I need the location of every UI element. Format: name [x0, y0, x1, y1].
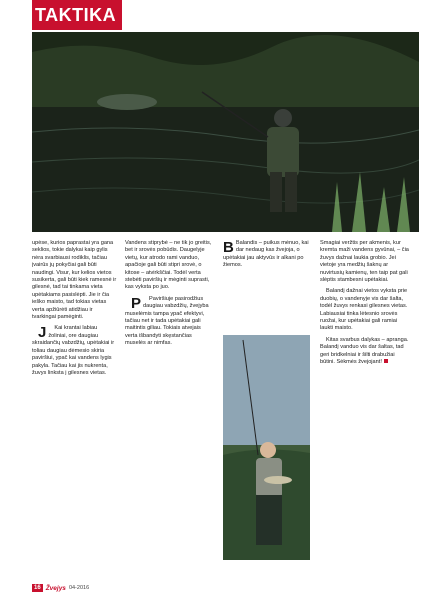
dropcap: P — [131, 294, 142, 312]
photo-illustration — [32, 32, 419, 232]
paragraph — [32, 325, 117, 377]
magazine-name: Žvejys — [45, 584, 66, 592]
paragraph-text: Kai krantai labiau žoliniai, ore daugiau skraidančių vabzdžių, upėtakiai ir toliau daugiau dėmesio skiria paviršiui, ypač kai vandens lygis pakyla. Tačiau kai jis nukrenta, žuvys linksta į gilesnes vietas. — [32, 325, 115, 376]
paragraph: Smagiai veržtis per akmenis, kur kremta maži vandens gyvūnai, – čia žuvys dažnai laukia grobio. Jei vietoje yra medžių šaknų ar nuvirtusių kamienų, ten taip pat gali slėptis stambesni upėtakiai. — [320, 240, 409, 284]
photo-angler-with-fish — [223, 335, 310, 560]
photo-illustration — [223, 335, 310, 560]
text-column-2 — [125, 240, 213, 352]
text-column-3 — [223, 240, 311, 274]
paragraph-text: Balandis – puikus mėnuo, kai dar nedaug kas žvejoja, o upėtakiai jau aktyvūs ir alkani po žiemos. — [223, 240, 309, 269]
paragraph: Vandens stiprybė – ne tik jo greitis, bet ir srovės pobūdis. Daugelyje vietų, kur atrodo rami vanduo, apačioje gali būti stipri srovė, o kitose – atvirkščiai. Todėl verta stebėti paviršių ir mėginti suprasti, kas vyksta po juo. — [125, 240, 212, 291]
text-column-4 — [320, 240, 410, 371]
paragraph — [223, 240, 311, 270]
section-tag — [32, 0, 122, 30]
paragraph-text: Paviršiuje pasirodžius daugiau vabzdžių, žvejyba muselėmis tampa ypač efektyvi, tačiau net ir tada upėtakiai gali maitintis giliau. Tokiais atvejais verta išbandyti skęstančias muselės ar nimfas. — [125, 295, 209, 347]
photo-angler-in-river — [32, 32, 419, 232]
magazine-issue: 04-2016 — [68, 585, 90, 591]
page-number: 16 — [34, 585, 41, 591]
paragraph — [320, 337, 410, 367]
end-of-article-mark — [384, 359, 388, 363]
dropcap: B — [223, 239, 234, 256]
text-column-1 — [32, 240, 117, 381]
paragraph — [125, 296, 213, 348]
paragraph-text: Kitas svarbus dalykas – apranga. Balandį vanduo vis dar šaltas, tad geri bridkelniai ir šilti drabužiai būtini. Sėkmės žvejojant! — [320, 336, 409, 366]
section-title: TAKTIKA — [35, 5, 117, 25]
page-footer — [32, 582, 89, 594]
paragraph: Balandį dažnai vietos vyksta prie duobių, o vandenyje vis dar šalta, todėl žuvys renkasi gilesnes vietas. Labiausiai tinka lėtesnio srovės ruožai, kur upėtakiai gali ramiai laukti maisto. — [320, 288, 408, 332]
paragraph: upėse, kurios paprastai yra gana seklios, tokie dalykai kaip gylis nėra svarbiausi rodiklis, tačiau įvairūs jų pokyčiai gali būti naudingi. Visur, kur kelios vietos susikerta, gali būti kiek ramesnė ir gilesnė, tad tai tinkama vieta upėtakiams pasislėpti. Jie ir čia ieško maisto, tad tokias vietas verta apžiūrėti atidžiau ir tvarkingai pamėginti. — [32, 240, 117, 321]
dropcap: J — [38, 324, 47, 342]
